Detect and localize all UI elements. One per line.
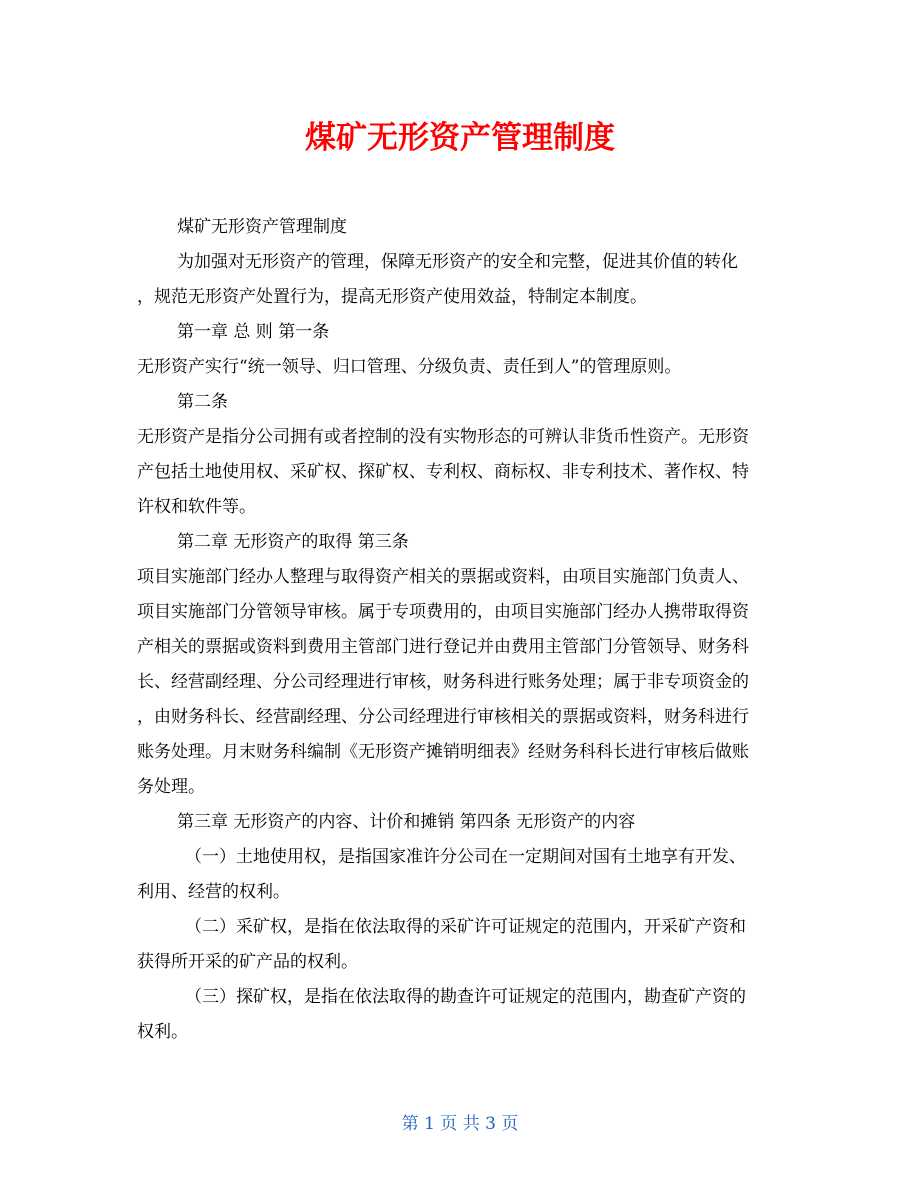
paragraph-line: 产相关的票据或资料到费用主管部门进行登记并由费用主管部门分管领导、财务科 bbox=[137, 637, 749, 657]
paragraph-line: （二）采矿权，是指在依法取得的采矿许可证规定的范围内，开采矿产资和 bbox=[185, 917, 746, 937]
paragraph-line: 项目实施部门分管领导审核。属于专项费用的，由项目实施部门经办人携带取得资 bbox=[137, 602, 749, 622]
document-body bbox=[137, 210, 785, 1050]
paragraph-line: 长、经营副经理、分公司经理进行审核，财务科进行账务处理；属于非专项资金的 bbox=[137, 672, 749, 692]
paragraph-line: ，规范无形资产处置行为，提高无形资产使用效益，特制定本制度。 bbox=[137, 287, 647, 307]
paragraph-line: ，由财务科长、经营副经理、分公司经理进行审核相关的票据或资料，财务科进行 bbox=[137, 707, 749, 727]
document-title: 煤矿无形资产管理制度 bbox=[305, 120, 615, 156]
paragraph-line: 无形资产实行“统一领导、归口管理、分级负责、责任到人”的管理原则。 bbox=[137, 357, 682, 377]
paragraph-line: 许权和软件等。 bbox=[137, 497, 256, 517]
paragraph-line: 产包括土地使用权、采矿权、探矿权、专利权、商标权、非专利技术、著作权、特 bbox=[137, 462, 749, 482]
paragraph-line: 利用、经营的权利。 bbox=[137, 882, 290, 902]
paragraph-line: 为加强对无形资产的管理，保障无形资产的安全和完整，促进其价值的转化 bbox=[177, 252, 738, 272]
page-number: 第 1 页 共 3 页 bbox=[401, 1114, 519, 1134]
chapter-heading: 第二章 无形资产的取得 第三条 bbox=[177, 532, 409, 552]
paragraph-line: 权利。 bbox=[137, 1022, 188, 1042]
chapter-heading: 第一章 总 则 第一条 bbox=[177, 322, 330, 342]
paragraph-line: 账务处理。月末财务科编制《无形资产摊销明细表》经财务科科长进行审核后做账 bbox=[137, 742, 749, 762]
chapter-heading: 第三章 无形资产的内容、计价和摊销 第四条 无形资产的内容 bbox=[177, 812, 636, 832]
paragraph-line: （一）土地使用权，是指国家准许分公司在一定期间对国有土地享有开发、 bbox=[185, 847, 746, 867]
paragraph-line: 无形资产是指分公司拥有或者控制的没有实物形态的可辨认非货币性资产。无形资 bbox=[137, 427, 749, 447]
paragraph-line: 煤矿无形资产管理制度 bbox=[177, 217, 347, 237]
paragraph-line: 务处理。 bbox=[137, 777, 205, 797]
article-heading: 第二条 bbox=[177, 392, 228, 412]
paragraph-line: 项目实施部门经办人整理与取得资产相关的票据或资料，由项目实施部门负责人、 bbox=[137, 567, 749, 587]
paragraph-line: （三）探矿权，是指在依法取得的勘查许可证规定的范围内，勘查矿产资的 bbox=[185, 987, 746, 1007]
paragraph-line: 获得所开采的矿产品的权利。 bbox=[137, 952, 358, 972]
